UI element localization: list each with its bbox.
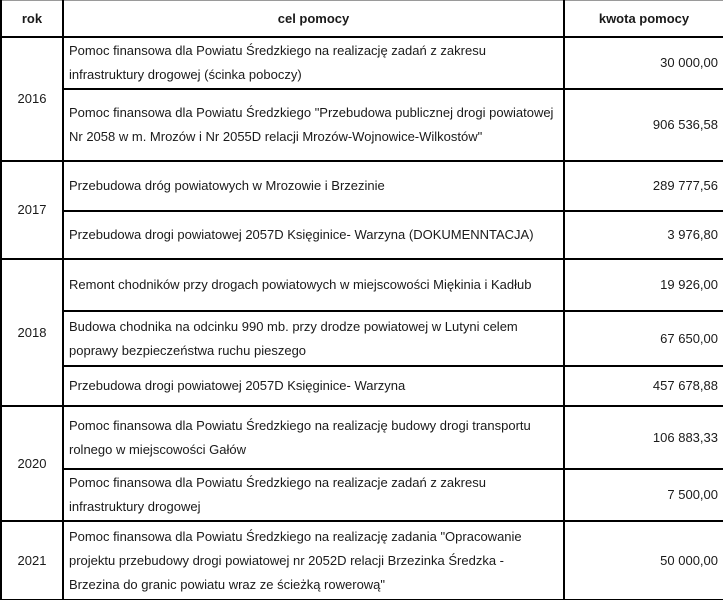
purpose-cell: Pomoc finansowa dla Powiatu Średzkiego na realizacje zadań z zakresu infrastruktury drogowej xyxy=(63,469,564,521)
year-cell-2018: 2018 xyxy=(1,259,63,406)
amount-cell: 106 883,33 xyxy=(564,406,723,469)
table-row xyxy=(1,311,723,366)
amount-cell: 67 650,00 xyxy=(564,311,723,366)
purpose-cell: Remont chodników przy drogach powiatowych w miejscowości Miękinia i Kadłub xyxy=(63,259,564,311)
purpose-cell: Przebudowa drogi powiatowej 2057D Księginice- Warzyna (DOKUMENNTACJA) xyxy=(63,211,564,259)
amount-cell: 906 536,58 xyxy=(564,89,723,161)
amount-cell: 50 000,00 xyxy=(564,521,723,600)
amount-cell: 289 777,56 xyxy=(564,161,723,211)
purpose-cell: Budowa chodnika na odcinku 990 mb. przy drodze powiatowej w Lutyni celem poprawy bezpieczeństwa ruchu pieszego xyxy=(63,311,564,366)
year-cell-2016: 2016 xyxy=(1,37,63,161)
amount-cell: 7 500,00 xyxy=(564,469,723,521)
table-row xyxy=(1,406,723,469)
header-row xyxy=(1,1,723,38)
purpose-cell: Pomoc finansowa dla Powiatu Średzkiego "Przebudowa publicznej drogi powiatowej Nr 2058 w m. Mrozów i Nr 2055D relacji Mrozów-Wojnowice-Wilkostów" xyxy=(63,89,564,161)
year-cell-2020: 2020 xyxy=(1,406,63,521)
year-cell-2017: 2017 xyxy=(1,161,63,259)
purpose-cell: Pomoc finansowa dla Powiatu Średzkiego na realizację zadania "Opracowanie projektu przebudowy drogi powiatowej nr 2052D relacji Brzezinka Średzka - Brzezina do granic powiatu wraz ze ścieżką rowerową" xyxy=(63,521,564,600)
table-row xyxy=(1,521,723,600)
table-row xyxy=(1,211,723,259)
table-row xyxy=(1,259,723,311)
purpose-cell: Pomoc finansowa dla Powiatu Średzkiego na realizację zadań z zakresu infrastruktury drogowej (ścinka poboczy) xyxy=(63,37,564,89)
col-header-rok: rok xyxy=(1,1,63,38)
table-row xyxy=(1,161,723,211)
purpose-cell: Przebudowa drogi powiatowej 2057D Księginice- Warzyna xyxy=(63,366,564,406)
table-row xyxy=(1,37,723,89)
table-row xyxy=(1,89,723,161)
purpose-cell: Pomoc finansowa dla Powiatu Średzkiego na realizację budowy drogi transportu rolnego w miejscowości Gałów xyxy=(63,406,564,469)
table-row xyxy=(1,366,723,406)
amount-cell: 30 000,00 xyxy=(564,37,723,89)
year-cell-2021: 2021 xyxy=(1,521,63,600)
amount-cell: 19 926,00 xyxy=(564,259,723,311)
col-header-cel-pomocy: cel pomocy xyxy=(63,1,564,38)
col-header-kwota-pomocy: kwota pomocy xyxy=(564,1,723,38)
purpose-cell: Przebudowa dróg powiatowych w Mrozowie i Brzezinie xyxy=(63,161,564,211)
amount-cell: 3 976,80 xyxy=(564,211,723,259)
amount-cell: 457 678,88 xyxy=(564,366,723,406)
table-row xyxy=(1,469,723,521)
